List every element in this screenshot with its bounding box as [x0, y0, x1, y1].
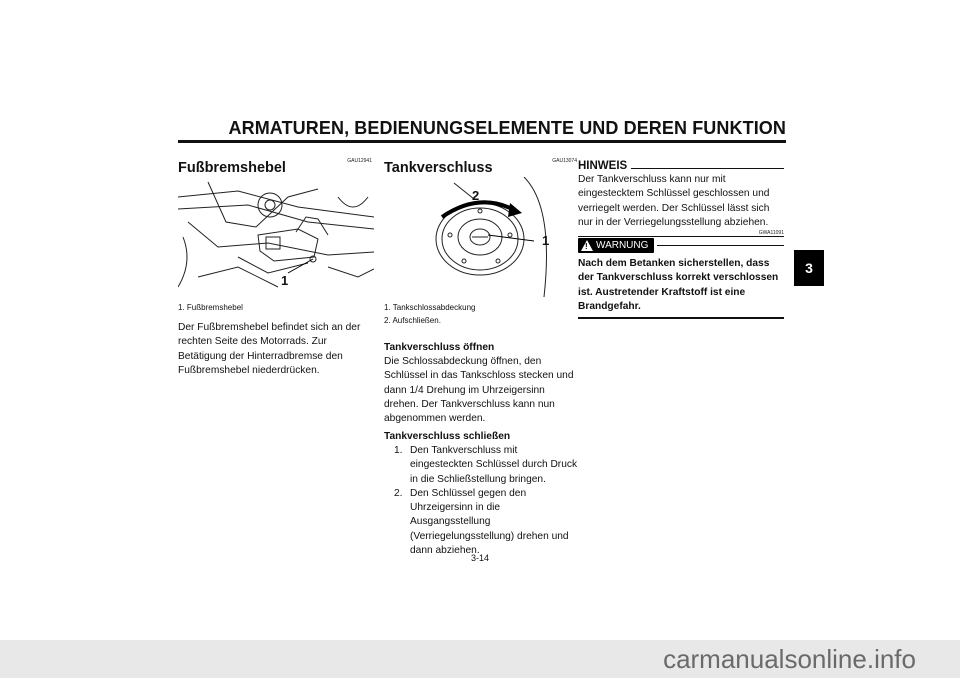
note-box	[578, 160, 784, 237]
subheading-open: Tankverschluss öffnen	[384, 342, 495, 353]
warning-box	[578, 238, 784, 319]
note-text: Der Tankverschluss kann nur mit eingestecktem Schlüssel geschlossen und verriegelt werden. Der Schlüssel lässt sich nur in der Verriegelungsstellung abziehen.	[578, 174, 770, 228]
callout-1: 1	[281, 273, 289, 288]
warning-label: WARNUNG	[596, 240, 649, 251]
brake-lever-description: Der Fußbremshebel befindet sich an der rechten Seite des Motorrads. Zur Betätigung der Hinterradbremse den Fußbremshebel niederdrücken.	[178, 322, 361, 376]
section-heading-fuel-cap: Tankverschluss	[384, 160, 493, 176]
list-item	[384, 444, 580, 487]
fuel-cap-drawing	[384, 177, 580, 297]
step-number: 2.	[394, 487, 403, 499]
fuel-cap-illustration	[384, 177, 580, 297]
brake-lever-illustration	[178, 177, 374, 297]
warning-badge	[578, 238, 654, 253]
section-code: GAU13074	[552, 158, 577, 164]
warning-title-rule	[657, 245, 784, 246]
note-title: HINWEIS	[578, 160, 628, 172]
brake-lever-drawing	[178, 177, 374, 297]
section-heading-brake-lever: Fußbremshebel	[178, 160, 286, 176]
figure-caption-2: 2. Aufschließen.	[384, 316, 441, 325]
page-number: 3-14	[470, 553, 489, 563]
note-title-rule	[631, 168, 784, 169]
subheading-close: Tankverschluss schließen	[384, 431, 511, 442]
list-item	[384, 487, 580, 558]
warning-bottom-rule	[578, 317, 784, 319]
header-rule	[178, 140, 786, 143]
warning-code: GWA11091	[758, 230, 784, 236]
figure-caption: 1. Fußbremshebel	[178, 303, 243, 312]
step-number: 1.	[394, 445, 403, 456]
section-code: GAU12941	[347, 158, 372, 164]
close-steps	[384, 444, 580, 558]
warning-text: Nach dem Betanken sicherstellen, dass der Tankverschluss korrekt verschlossen ist. Austretender Kraftstoff ist eine Brandgefahr.	[578, 258, 779, 312]
open-instructions: Die Schlossabdeckung öffnen, den Schlüssel in das Tankschloss stecken und dann 1/4 Drehung im Uhrzeigersinn drehen. Der Tankverschluss kann nun abgenommen werden.	[384, 356, 574, 425]
step-text: Den Schlüssel gegen den Uhrzeigersinn in die Ausgangsstellung (Verriegelungsstellung) drehen und dann abziehen.	[410, 487, 569, 557]
watermark: carmanualsonline.info	[0, 640, 960, 678]
chapter-tab[interactable]: 3	[794, 250, 824, 286]
warning-icon: !	[581, 240, 593, 251]
figure-caption-1: 1. Tankschlossabdeckung	[384, 303, 476, 312]
page-header-title: ARMATUREN, BEDIENUNGSELEMENTE UND DEREN FUNKTION	[228, 118, 786, 138]
callout-1: 1	[542, 233, 550, 248]
callout-2: 2	[472, 188, 480, 203]
step-text: Den Tankverschluss mit eingesteckten Schlüssel durch Druck in die Schließstellung bringen.	[410, 445, 578, 485]
